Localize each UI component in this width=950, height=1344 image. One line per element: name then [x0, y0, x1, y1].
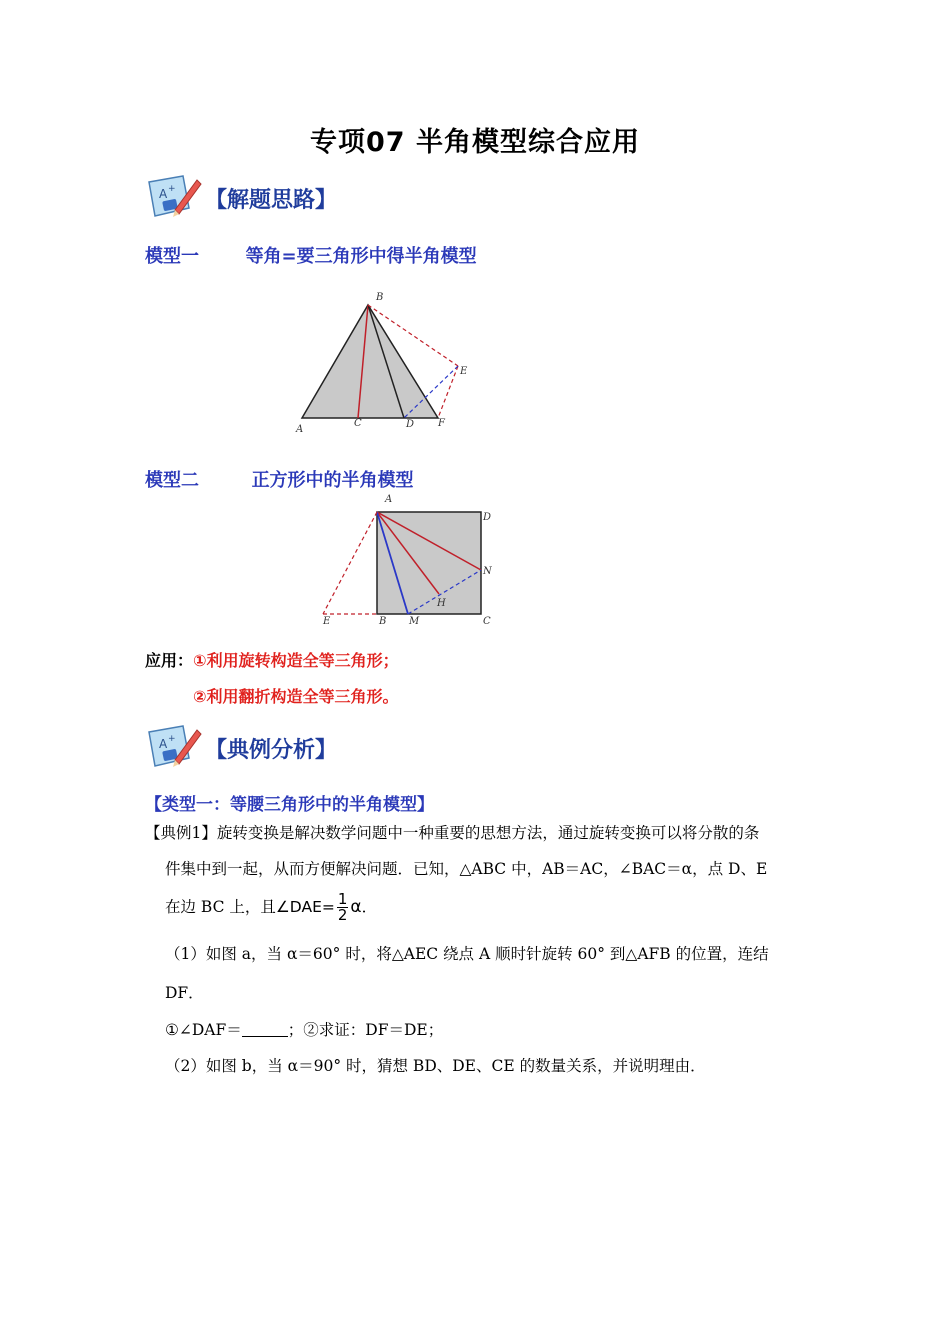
fraction-denominator: 2	[337, 906, 348, 924]
example-line-2: 件集中到一起，从而方便解决问题．已知，△ABC 中，AB＝AC，∠BAC＝α，点 D、E	[165, 860, 768, 878]
fraction-numerator: 1	[337, 890, 348, 908]
banner-label: 【典例分析】	[205, 737, 338, 763]
label-d: D	[483, 512, 492, 523]
application-item-2: ②利用翻折构造全等三角形。	[193, 687, 399, 706]
segment-ef	[438, 366, 458, 418]
alpha-symbol: α	[350, 897, 362, 918]
application-label: 应用：	[145, 651, 194, 670]
svg-text:A: A	[159, 737, 168, 751]
question-2: （2）如图 b，当 α＝90° 时，猜想 BD、DE、CE 的数量关系，并说明理由．	[165, 1057, 706, 1075]
banner-solving-ideas	[145, 172, 337, 224]
label-n: N	[483, 566, 492, 577]
svg-text:+: +	[168, 184, 176, 194]
part-1-label: ①∠DAF＝	[165, 1021, 242, 1039]
figure-isosceles-half-angle	[290, 288, 480, 438]
example-line-1	[145, 824, 759, 843]
answer-blank[interactable]	[242, 1021, 288, 1037]
label-f: F	[438, 418, 445, 429]
example-line-3	[165, 892, 377, 923]
part-2-text: ；②求证：DF＝DE；	[287, 1021, 444, 1039]
question-1: （1）如图 a，当 α＝60° 时，将△AEC 绕点 A 顺时针旋转 60° 到△AFB 的位置，连结	[165, 945, 769, 963]
label-c: C	[354, 418, 362, 429]
figure-square-half-angle	[315, 490, 505, 630]
label-m: M	[409, 616, 420, 627]
model1-heading	[145, 242, 477, 268]
segment-ae	[323, 512, 377, 614]
label-e: E	[460, 366, 468, 377]
model1-label: 模型一	[145, 246, 199, 267]
a-plus-pencil-icon	[145, 722, 203, 774]
banner-label: 【解题思路】	[205, 187, 338, 213]
fraction-one-half	[337, 892, 349, 923]
label-b: B	[379, 616, 387, 627]
label-d: D	[406, 419, 415, 430]
sentence-end: ．	[361, 898, 378, 917]
question-1-continued: DF．	[165, 984, 204, 1002]
label-a: A	[296, 424, 304, 435]
example-text-3: 在边 BC 上，且	[165, 898, 276, 917]
label-h: H	[437, 598, 446, 609]
triangle-abf	[302, 305, 438, 418]
question-1-parts	[165, 1021, 443, 1040]
model2-heading	[145, 466, 414, 492]
model2-text: 正方形中的半角模型	[251, 470, 414, 491]
angle-dae: ∠DAE=	[275, 898, 335, 917]
type1-heading: 【类型一：等腰三角形中的半角模型】	[145, 795, 434, 815]
label-b: B	[376, 292, 384, 303]
svg-text:A: A	[159, 187, 168, 201]
model2-label: 模型二	[145, 470, 199, 491]
a-plus-pencil-icon	[145, 172, 203, 224]
example-tag: 【典例1】	[145, 824, 217, 842]
model1-text: 等角=要三角形中得半角模型	[245, 246, 477, 267]
page-title: 专项07 半角模型综合应用	[310, 127, 640, 158]
svg-text:+: +	[168, 734, 176, 744]
application-item-1: ①利用旋转构造全等三角形；	[193, 651, 399, 670]
application-line-1	[145, 648, 399, 671]
label-a: A	[385, 494, 393, 505]
label-e: E	[323, 616, 331, 627]
label-c: C	[483, 616, 491, 627]
banner-example-analysis	[145, 722, 337, 774]
example-text-1: 旋转变换是解决数学问题中一种重要的思想方法，通过旋转变换可以将分散的条	[216, 824, 760, 842]
